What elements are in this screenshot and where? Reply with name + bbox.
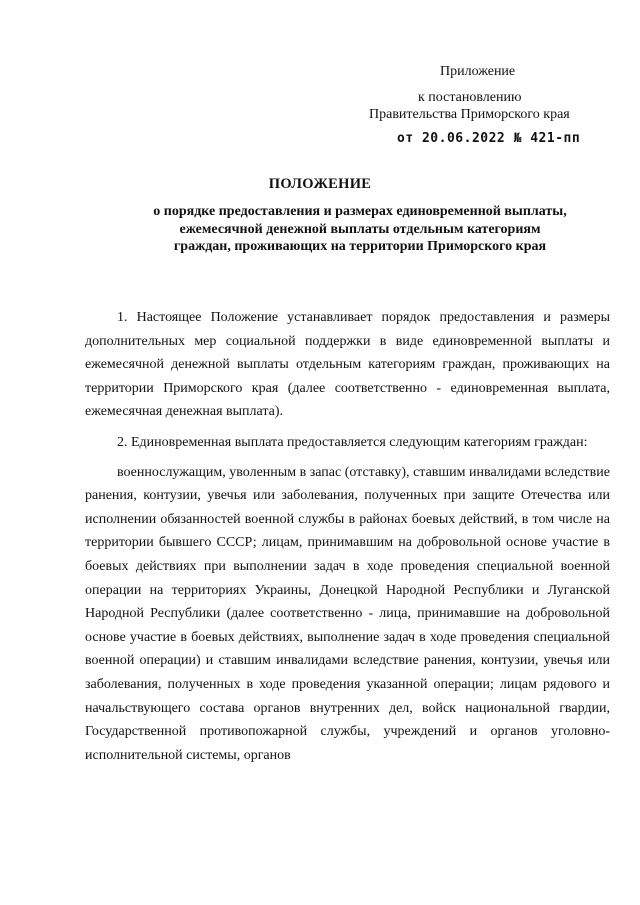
decree-reference-line: к постановлению [418,90,522,105]
decree-date-number: от 20.06.2022 № 421-пп [397,131,581,146]
paragraph-1: 1. Настоящее Положение устанавливает порядок предоставления и размеры дополнительных мер социальной поддержки в виде единовременной выплаты и ежемесячной денежной выплаты отдельным категориям граждан, проживающих на территории Приморского края (далее соответственно - единовременная выплата, ежемесячная денежная выплата). [85,310,610,420]
paragraph-2: 2. Единовременная выплата предоставляется следующим категориям граждан: [117,434,588,450]
document-subtitle: о порядке предоставления и размерах единовременной выплаты, ежемесячной денежной выплаты отдельным категориям граждан, проживающих на территории Приморского края [153,204,567,254]
document-body [85,306,610,774]
government-line: Правительства Приморского края [369,107,570,122]
document-title: ПОЛОЖЕНИЕ [268,176,372,192]
appendix-label: Приложение [440,64,516,79]
paragraph-3: военнослужащим, уволенным в запас (отставку), ставшим инвалидами вследствие ранения, контузии, увечья или заболевания, полученных при защите Отечества или исполнении обязанностей военной службы в районах боевых действий, в том числе на территории бывшего СССР; лицам, принимавшим на добровольной основе участие в боевых действиях при выполнении задач в ходе проведения специальной военной операции на территориях Украины, Донецкой Народной Республики и Луганской Народной Республики (далее соответственно - лица, принимавшие на добровольной основе участие в боевых действиях, выполнение задач в ходе проведения специальной военной операции) и ставшим инвалидами вследствие ранения, контузии, увечья или заболевания, полученных в ходе проведения указанной операции; лицам рядового и начальствующего состава органов внутренних дел, войск национальной гвардии, Государственной противопожарной службы, учреждений и органов уголовно-исполнительной системы, органов [85,464,610,763]
